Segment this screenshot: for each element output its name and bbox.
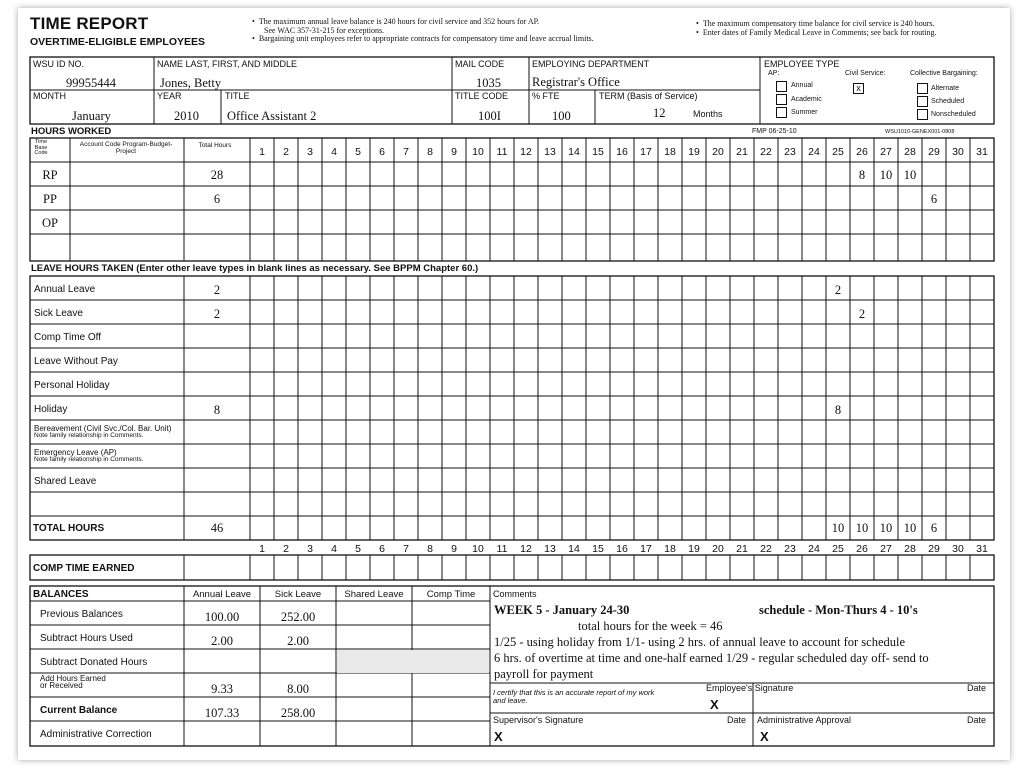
- term-label: TERM (Basis of Service): [599, 91, 698, 101]
- day-hours-cell[interactable]: 10: [903, 168, 917, 182]
- time-base-code-header: Time Base Code: [34, 139, 48, 156]
- ap-label: AP:: [768, 70, 780, 77]
- day-header-21: 21: [736, 146, 748, 158]
- day-header-19: 19: [688, 146, 700, 158]
- form-title: TIME REPORT: [30, 14, 149, 33]
- day-header-14: 14: [568, 146, 580, 158]
- department-field[interactable]: Registrar's Office: [532, 75, 620, 89]
- day-footer-2: 2: [283, 543, 289, 555]
- leave-day-cell[interactable]: 2: [834, 283, 842, 297]
- leave-type-label: Leave Without Pay: [34, 356, 118, 367]
- title-code-label: TITLE CODE: [455, 91, 509, 101]
- day-footer-26: 26: [856, 543, 868, 555]
- term-unit: Months: [693, 109, 723, 119]
- day-footer-3: 3: [307, 543, 313, 555]
- day-header-23: 23: [784, 146, 796, 158]
- balance-column-header: Shared Leave: [344, 589, 404, 600]
- leave-type-label: Sick Leave: [34, 308, 83, 319]
- balance-row-label: Administrative Correction: [40, 729, 152, 740]
- leave-type-label: Personal Holiday: [34, 380, 110, 391]
- leave-type-label: Shared Leave: [34, 476, 97, 487]
- leave-type-label: Holiday: [34, 404, 68, 415]
- day-header-6: 6: [379, 146, 385, 158]
- name-label: NAME LAST, FIRST, AND MIDDLE: [157, 59, 298, 69]
- supervisor-signature-field[interactable]: X: [494, 729, 503, 744]
- ap-summer-label: Summer: [791, 109, 818, 116]
- day-footer-1: 1: [259, 543, 265, 555]
- day-footer-28: 28: [904, 543, 916, 555]
- ap-annual-checkbox[interactable]: [776, 81, 787, 92]
- leave-hours-heading: LEAVE HOURS TAKEN (Enter other leave types in blank lines as necessary. See BPPM Chapter 60.): [31, 263, 479, 274]
- admin-approval-field[interactable]: X: [760, 729, 769, 744]
- day-header-28: 28: [904, 146, 916, 158]
- day-header-18: 18: [664, 146, 676, 158]
- day-footer-4: 4: [331, 543, 337, 555]
- title-code-field[interactable]: 100I: [478, 109, 501, 123]
- balance-value[interactable]: 2.00: [287, 634, 309, 648]
- day-header-22: 22: [760, 146, 772, 158]
- leave-day-cell[interactable]: 2: [858, 307, 866, 321]
- balance-value[interactable]: 2.00: [211, 634, 233, 648]
- balance-row-label: Subtract Hours Used: [40, 633, 133, 644]
- day-footer-27: 27: [880, 543, 892, 555]
- day-footer-5: 5: [355, 543, 361, 555]
- leave-total-hours[interactable]: 2: [213, 307, 221, 321]
- comment-week[interactable]: WEEK 5 - January 24-30: [494, 603, 630, 617]
- comment-line-3[interactable]: payroll for payment: [494, 667, 594, 681]
- day-header-1: 1: [259, 146, 265, 158]
- day-header-17: 17: [640, 146, 652, 158]
- balance-row-sublabel: or Received: [40, 681, 83, 690]
- day-header-31: 31: [976, 146, 988, 158]
- scheduled-checkbox[interactable]: [917, 96, 928, 107]
- ap-academic-label: Academic: [791, 96, 822, 103]
- day-footer-16: 16: [616, 543, 628, 555]
- day-footer-8: 8: [427, 543, 433, 555]
- day-footer-24: 24: [808, 543, 820, 555]
- day-footer-6: 6: [379, 543, 385, 555]
- balance-row-label: Current Balance: [40, 705, 118, 716]
- time-base-code[interactable]: PP: [43, 192, 57, 206]
- day-header-12: 12: [520, 146, 532, 158]
- day-header-9: 9: [451, 146, 457, 158]
- comp-balance-note: • The maximum compensatory time balance for civil service is 240 hours. • Enter dates of Family Medical Leave in Comments; see back for routing.: [696, 19, 937, 37]
- alternate-checkbox[interactable]: [917, 83, 928, 94]
- month-label: MONTH: [33, 91, 66, 101]
- alternate-label: Alternate: [931, 85, 960, 92]
- day-footer-15: 15: [592, 543, 604, 555]
- day-header-24: 24: [808, 146, 820, 158]
- day-footer-9: 9: [451, 543, 457, 555]
- total-day-cell[interactable]: 10: [879, 521, 893, 535]
- employee-signature-label: Employee's Signature: [706, 683, 794, 693]
- day-footer-30: 30: [952, 543, 964, 555]
- day-footer-14: 14: [568, 543, 580, 555]
- leave-balance-note: • The maximum annual leave balance is 240 hours for civil service and 352 hours for AP. See WAC 357-31-215 for exceptions. • Bargaining unit employees refer to appropriate contracts for compensatory time and leave accrual limits.: [252, 17, 594, 43]
- total-day-cell[interactable]: 6: [930, 521, 938, 535]
- balance-value[interactable]: 258.00: [280, 706, 316, 720]
- day-footer-18: 18: [664, 543, 676, 555]
- comment-total-week[interactable]: total hours for the week = 46: [578, 619, 723, 633]
- supervisor-date-label: Date: [727, 715, 747, 725]
- employee-signature-field[interactable]: X: [710, 697, 719, 712]
- nonscheduled-label: Nonscheduled: [931, 111, 976, 118]
- employee-type-label: EMPLOYEE TYPE: [764, 59, 840, 69]
- balances-heading: BALANCES: [33, 589, 89, 600]
- day-header-26: 26: [856, 146, 868, 158]
- total-day-cell[interactable]: 10: [831, 521, 845, 535]
- hours-worked-heading: HOURS WORKED: [31, 126, 112, 137]
- fte-label: % FTE: [532, 91, 560, 101]
- day-header-25: 25: [832, 146, 844, 158]
- day-header-30: 30: [952, 146, 964, 158]
- day-footer-11: 11: [496, 543, 508, 555]
- mail-code-field[interactable]: 1035: [476, 76, 501, 90]
- total-hours-value[interactable]: 46: [210, 521, 224, 535]
- day-header-15: 15: [592, 146, 604, 158]
- mail-code-label: MAIL CODE: [455, 59, 505, 69]
- department-label: EMPLOYING DEPARTMENT: [532, 59, 650, 69]
- balance-row-label: Add Hours Earned: [40, 674, 106, 683]
- day-footer-19: 19: [688, 543, 700, 555]
- leave-type-label: Bereavement (Civil Svc./Col. Bar. Unit): [34, 424, 172, 433]
- account-code-header: Account Code Program-Budget-Project: [79, 141, 173, 155]
- year-label: YEAR: [157, 91, 182, 101]
- day-footer-29: 29: [928, 543, 940, 555]
- balance-value[interactable]: 100.00: [204, 610, 240, 624]
- leave-total-hours[interactable]: 8: [213, 403, 221, 417]
- day-header-5: 5: [355, 146, 361, 158]
- comp-time-earned-label: COMP TIME EARNED: [33, 563, 135, 574]
- day-header-10: 10: [472, 146, 484, 158]
- comment-line-2[interactable]: 6 hrs. of overtime at time and one-half earned 1/29 - regular scheduled day off- send to: [494, 651, 929, 665]
- day-header-16: 16: [616, 146, 628, 158]
- fte-field[interactable]: 100: [552, 109, 571, 123]
- total-hours-label: TOTAL HOURS: [33, 523, 105, 534]
- balance-column-header: Annual Leave: [192, 589, 252, 600]
- ap-annual-label: Annual: [791, 82, 813, 89]
- row-total-hours[interactable]: 6: [213, 192, 221, 206]
- day-footer-12: 12: [520, 543, 532, 555]
- title-field[interactable]: Office Assistant 2: [227, 109, 317, 123]
- total-day-cell[interactable]: 10: [903, 521, 917, 535]
- ap-academic-checkbox[interactable]: [776, 94, 787, 105]
- leave-total-hours[interactable]: 2: [213, 283, 221, 297]
- time-base-code[interactable]: RP: [42, 168, 58, 182]
- day-header-13: 13: [544, 146, 556, 158]
- admin-approval-label: Administrative Approval: [757, 715, 852, 725]
- balance-column-header: Sick Leave: [274, 589, 322, 600]
- day-header-27: 27: [880, 146, 892, 158]
- balance-row-label: Previous Balances: [40, 609, 123, 620]
- form-id-date: FMP 06-25-10: [752, 128, 797, 135]
- leave-type-note: Note family relationship in Comments.: [34, 432, 144, 439]
- term-field[interactable]: 12: [653, 106, 666, 120]
- comment-line-1[interactable]: 1/25 - using holiday from 1/1- using 2 hrs. of annual leave to account for schedule: [494, 635, 906, 649]
- day-header-8: 8: [427, 146, 433, 158]
- title-label: TITLE: [225, 91, 250, 101]
- leave-type-note: Note family relationship in Comments.: [34, 456, 144, 463]
- collective-bargaining-label: Collective Bargaining:: [910, 70, 978, 77]
- total-day-cell[interactable]: 10: [855, 521, 869, 535]
- day-header-11: 11: [496, 146, 508, 158]
- day-footer-23: 23: [784, 543, 796, 555]
- civil-service-label: Civil Service:: [845, 70, 886, 77]
- month-field[interactable]: January: [72, 109, 111, 123]
- day-header-20: 20: [712, 146, 724, 158]
- year-field[interactable]: 2010: [174, 109, 199, 123]
- balance-column-header: Comp Time: [426, 589, 476, 600]
- admin-date-label: Date: [967, 715, 987, 725]
- day-footer-13: 13: [544, 543, 556, 555]
- day-footer-10: 10: [472, 543, 484, 555]
- ap-summer-checkbox[interactable]: [776, 107, 787, 118]
- day-hours-cell[interactable]: 8: [858, 168, 866, 182]
- balance-row-label: Subtract Donated Hours: [40, 657, 148, 668]
- balance-value[interactable]: 8.00: [287, 682, 309, 696]
- wsu-id-label: WSU ID NO.: [33, 59, 84, 69]
- day-footer-31: 31: [976, 543, 988, 555]
- day-header-4: 4: [331, 146, 337, 158]
- day-footer-7: 7: [403, 543, 409, 555]
- form-id-number: WSU1010-GENEX001-0808: [885, 129, 955, 135]
- day-header-3: 3: [307, 146, 313, 158]
- leave-type-label: Comp Time Off: [34, 332, 102, 343]
- wsu-id-field[interactable]: 99955444: [66, 76, 116, 90]
- balance-value[interactable]: 107.33: [204, 706, 240, 720]
- balance-value[interactable]: 9.33: [211, 682, 233, 696]
- day-footer-25: 25: [832, 543, 844, 555]
- leave-day-cell[interactable]: 8: [834, 403, 842, 417]
- supervisor-signature-label: Supervisor's Signature: [493, 715, 584, 725]
- civil-service-checkbox[interactable]: x: [853, 83, 864, 94]
- form-subtitle: OVERTIME-ELIGIBLE EMPLOYEES: [30, 36, 206, 48]
- day-header-7: 7: [403, 146, 409, 158]
- day-footer-17: 17: [640, 543, 652, 555]
- nonscheduled-checkbox[interactable]: [917, 109, 928, 120]
- day-footer-22: 22: [760, 543, 772, 555]
- day-hours-cell[interactable]: 10: [879, 168, 893, 182]
- employee-date-label: Date: [967, 683, 987, 693]
- leave-type-label: Emergency Leave (AP): [34, 448, 117, 457]
- comments-label: Comments: [493, 589, 537, 599]
- day-hours-cell[interactable]: 6: [930, 192, 938, 206]
- row-total-hours[interactable]: 28: [210, 168, 224, 182]
- scheduled-label: Scheduled: [931, 98, 965, 105]
- day-header-29: 29: [928, 146, 940, 158]
- time-base-code[interactable]: OP: [42, 216, 58, 230]
- day-footer-21: 21: [736, 543, 748, 555]
- balance-value[interactable]: 252.00: [280, 610, 316, 624]
- comment-schedule[interactable]: schedule - Mon-Thurs 4 - 10's: [759, 603, 918, 617]
- leave-type-label: Annual Leave: [34, 284, 96, 295]
- day-footer-20: 20: [712, 543, 724, 555]
- total-hours-header: Total Hours: [198, 142, 232, 149]
- name-field[interactable]: Jones, Betty: [160, 76, 222, 90]
- certify-statement: I certify that this is an accurate report of my work and leave.: [493, 688, 655, 705]
- day-header-2: 2: [283, 146, 289, 158]
